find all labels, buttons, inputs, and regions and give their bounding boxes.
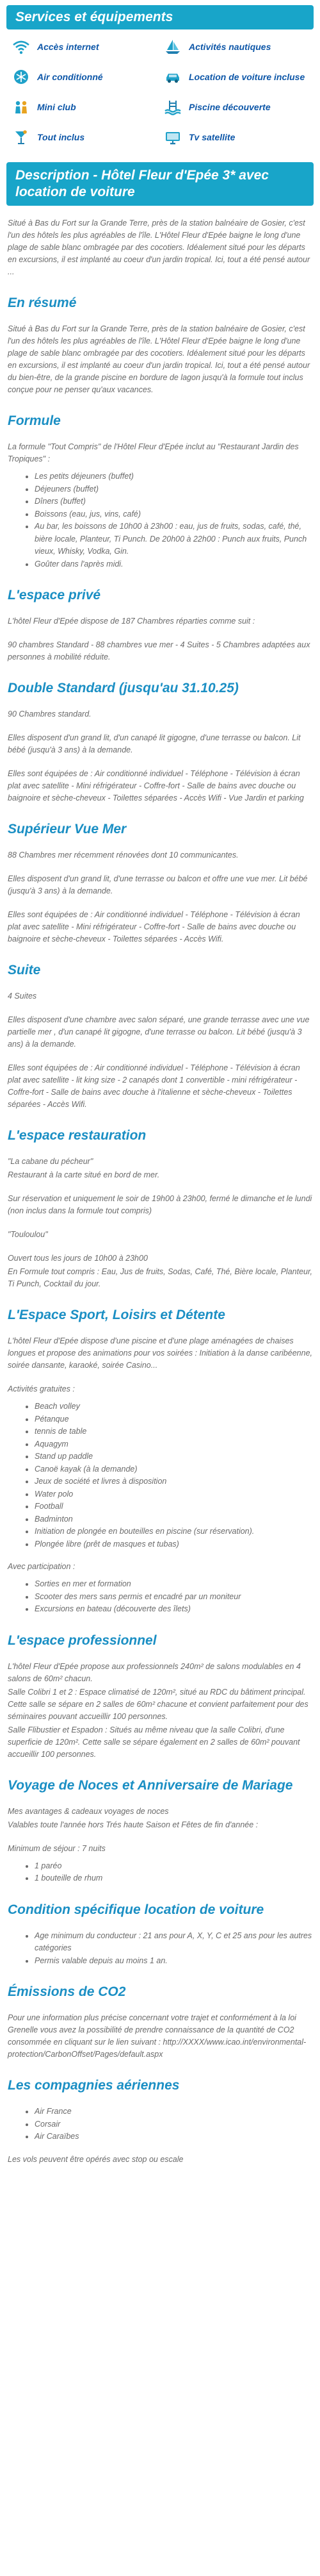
suite-text-1: 4 Suites (8, 992, 37, 1001)
section-title-prive: L'espace privé (8, 588, 101, 602)
suite-text-3: Elles sont équipées de : Air conditionné individuel - Téléphone - Télévision à écran plat avec satellite - lit king size - 2 canapés dont 1 convertible - mini réfrigérateur - Coffre-fort - Salle de bains avec douche à l'italienne et sèche-cheveux - Toilettes séparées - Accès Wifi. (8, 1063, 300, 1109)
condition-list (8, 1930, 312, 1968)
pro-text-3: Salle Flibustier et Espadon : Situés au même niveau que la salle Colibri, d'une superficie de 120m². Cette salle se sépare également en 2 salles de 60m² pouvant accueillir 100 personnes. (8, 1725, 300, 1759)
service-label: Location de voiture incluse (189, 72, 305, 82)
sport-text-2: Activités gratuites : (8, 1384, 75, 1393)
tv-icon (162, 128, 184, 147)
snowflake-icon (10, 67, 32, 87)
airlines-list (8, 2106, 312, 2143)
pro-text-1: L'hôtel Fleur d'Epée propose aux professionnels 240m² de salons modulables en 4 salons de 60m² chacun. (8, 1661, 301, 1683)
standard-text-1: 90 Chambres standard. (8, 710, 92, 719)
list-item: • Badminton (35, 1513, 312, 1526)
list-item: • Plongée libre (prêt de masques et tubas) (35, 1538, 312, 1551)
service-tv (162, 128, 314, 147)
service-nautical (162, 37, 314, 56)
pro-text-2: Salle Colibri 1 et 2 : Espace climatisé de 120m², situé au RDC du bâtiment principal. Cette salle se sépare en 2 salles de 60m² chacune et convient parfaitement pour des séminaires pouvant accueillir 100 personnes. (8, 1687, 308, 1721)
list-item: • Pétanque (35, 1413, 312, 1426)
vuemer-text-2: Elles disposent d'un grand lit, d'une terrasse ou balcon et offre une vue mer. Lit bébé (jusqu'à 3 ans) à la demande. (8, 874, 308, 895)
section-title-standard: Double Standard (jusqu'au 31.10.25) (8, 681, 239, 695)
car-icon (162, 67, 184, 87)
suite-text-2: Elles disposent d'une chambre avec salon séparé, une grande terrasse avec une vue partielle mer , d'un canapé lit gigogne, d'une terrasse ou balcon. Lit bébé (jusqu'à 3 ans) à la demande. (8, 1015, 310, 1049)
list-item: • Sorties en mer et formation (35, 1578, 312, 1591)
sailboat-icon (162, 37, 184, 56)
description-content (6, 206, 314, 2166)
standard-text-3: Elles sont équipées de : Air conditionné individuel - Téléphone - Télévision à écran plat avec satellite - Mini réfrigérateur - Coffre-fort - Salle de bains avec douche ou baignoire et sèche-cheveux - Toilettes séparées - Accès Wifi - Vue Jardin et parking (8, 769, 304, 802)
section-title-co2: Émissions de CO2 (8, 1984, 126, 1999)
service-ac (10, 67, 162, 87)
section-title-suite: Suite (8, 963, 41, 977)
section-title-sport: L'Espace Sport, Loisirs et Détente (8, 1308, 225, 1322)
list-item: • Déjeuners (buffet) (35, 483, 312, 496)
sport-text-1: L'hôtel Fleur d'Epée dispose d'une piscine et d'une plage aménagées de chaises longues et propose des animations pour vos soirées : Initiation à la danse caribéenne, soirée dansante, karaoké, soirée Casino... (8, 1336, 312, 1370)
service-label: Tout inclus (37, 132, 85, 142)
section-title-restauration: L'espace restauration (8, 1128, 147, 1143)
list-item: • Air France (35, 2106, 312, 2118)
cocktail-icon (10, 128, 32, 147)
section-title-noces: Voyage de Noces et Anniversaire de Mariage (8, 1777, 293, 1793)
list-item: • Age minimum du conducteur : 21 ans pour A, X, Y, C et 25 ans pour les autres catégories (35, 1930, 312, 1955)
co2-text: Pour une information plus précise concernant votre trajet et conformément à la loi Grenelle vous avez la possibilité de prendre connaissance de la quantité de CO2 consommée en cliquant sur le lien suivant : http://XXXX/www.icao.int/environmental-protection/CarbonOffset/Pages/default.aspx (8, 2013, 307, 2059)
service-car (162, 67, 314, 87)
service-allinclusive (10, 128, 162, 147)
list-item: • Goûter dans l'après midi. (35, 558, 312, 571)
service-label: Activités nautiques (189, 42, 271, 52)
service-label: Tv satellite (189, 132, 236, 142)
list-item: • Jeux de société et livres à disposition (35, 1475, 312, 1488)
section-title-vuemer: Supérieur Vue Mer (8, 822, 127, 836)
list-item: • Permis valable depuis au moins 1 an. (35, 1955, 312, 1968)
list-item: • Les petits déjeuners (buffet) (35, 470, 312, 483)
standard-text-2: Elles disposent d'un grand lit, d'un canapé lit gigogne, d'une terrasse ou balcon. Lit bébé (jusqu'à 3 ans) à la demande. (8, 733, 301, 754)
pool-icon (162, 97, 184, 117)
list-item: • Football (35, 1500, 312, 1513)
services-grid (6, 37, 314, 147)
restauration-name-2: "Touloulou" (8, 1230, 48, 1239)
service-internet (10, 37, 162, 56)
noces-text-2: Valables toute l'année hors Trés haute Saison et Fêtes de fin d'année : (8, 1820, 259, 1829)
services-heading: Services et équipements (6, 5, 314, 29)
list-item: • Au bar, les boissons de 10h00 à 23h00 : eau, jus de fruits, sodas, café, thé, bière locale, Planteur, Ti Punch. De 20h00 à 22h00 : Punch aux fruits, Punch vieux, Whisky, Vodka, Gin. (35, 520, 312, 558)
service-label: Mini club (37, 102, 76, 112)
list-item: • Dîners (buffet) (35, 495, 312, 508)
service-miniclub (10, 97, 162, 117)
vuemer-text-3: Elles sont équipées de : Air conditionné individuel - Téléphone - Télévision à écran plat avec satellite - Mini réfrigérateur - Coffre-fort - Salle de bains avec douche ou baignoire et sèche-cheveux - Toilettes séparées - Accès Wifi. (8, 910, 300, 943)
formule-list (8, 470, 312, 570)
restauration-name-1: "La cabane du pécheur" (8, 1157, 93, 1166)
list-item: • Canoë kayak (à la demande) (35, 1463, 312, 1476)
noces-text-1: Mes avantages & cadeaux voyages de noces (8, 1806, 169, 1816)
resume-text: Situé à Bas du Fort sur la Grande Terre, près de la station balnéaire de Gosier, c'est l'un des hôtels les plus agréables de l'île. L'Hôtel Fleur d'Epée baigne le long d'une plage de sable blanc ombragée par des cocotiers. Idéalement situé pour les départs en excursions, il est implanté au coeur d'un jardin tropical. Ici, tout a été pensé autour du bien-être, de la grande piscine en bordure de lagon jusqu'à la formule tout inclus conçue pour ne penser qu'aux vacances. (8, 324, 310, 394)
restauration-hours: Ouvert tous les jours de 10h00 à 23h00 (8, 1254, 148, 1263)
list-item: • Initiation de plongée en bouteilles en piscine (sur réservation). (35, 1525, 312, 1538)
service-label: Air conditionné (37, 72, 103, 82)
sport-list-paid (8, 1578, 312, 1616)
airlines-text: Les vols peuvent être opérés avec stop ou escale (8, 2154, 184, 2164)
list-item: • Beach volley (35, 1400, 312, 1413)
noces-min-stay: Minimum de séjour : 7 nuits (8, 1843, 106, 1853)
list-item: • 1 bouteille de rhum (35, 1872, 312, 1885)
section-title-condition: Condition spécifique location de voiture (8, 1902, 264, 1917)
section-title-pro: L'espace professionnel (8, 1633, 157, 1648)
service-pool (162, 97, 314, 117)
list-item: • Stand up paddle (35, 1450, 312, 1463)
restauration-formula: En Formule tout compris : Eau, Jus de fruits, Sodas, Café, Thé, Bière locale, Planteur, Ti Punch, Cocktail du jour. (8, 1267, 312, 1288)
vuemer-text-1: 88 Chambres mer récemment rénovées dont 10 communicantes. (8, 851, 239, 860)
restauration-text-2: Sur réservation et uniquement le soir de 19h00 à 23h00, fermé le dimanche et le lundi (non inclus dans la formule tout compris) (8, 1194, 312, 1215)
wifi-icon (10, 37, 32, 56)
prive-text-2: 90 chambres Standard - 88 chambres vue mer - 4 Suites - 5 Chambres adaptées aux personnes à mobilité réduite. (8, 640, 310, 661)
sport-text-3: Avec participation : (8, 1562, 76, 1571)
list-item: • Water polo (35, 1488, 312, 1501)
section-title-formule: Formule (8, 413, 61, 428)
list-item: • Corsair (35, 2118, 312, 2131)
formule-text: La formule "Tout Compris" de l'Hôtel Fleur d'Epée inclut au "Restaurant Jardin des Tropiques" : (8, 442, 299, 463)
list-item: • 1 paréo (35, 1860, 312, 1873)
noces-list (8, 1860, 312, 1885)
list-item: • Excursions en bateau (découverte des îlets) (35, 1603, 312, 1616)
list-item: • Scooter des mers sans permis et encadré par un moniteur (35, 1591, 312, 1604)
section-title-airlines: Les compagnies aériennes (8, 2078, 180, 2093)
list-item: • Aquagym (35, 1438, 312, 1451)
service-label: Accès internet (37, 42, 99, 52)
service-label: Piscine découverte (189, 102, 271, 112)
list-item: • Boissons (eau, jus, vins, café) (35, 508, 312, 521)
list-item: • tennis de table (35, 1425, 312, 1438)
section-title-resume: En résumé (8, 295, 77, 310)
intro-text: Situé à Bas du Fort sur la Grande Terre, près de la station balnéaire de Gosier, c'est l'un des hôtels les plus agréables de l'île. L'Hôtel Fleur d'Epée baigne le long d'une plage de sable blanc ombragée par des cocotiers. Idéalement situé pour les départs en excursions, il est implanté au coeur d'un jardin tropical. Ici, tout a été pensé autour ... (8, 219, 310, 276)
list-item: • Air Caraïbes (35, 2131, 312, 2143)
description-heading: Description - Hôtel Fleur d'Epée 3* avec location de voiture (6, 162, 314, 206)
restauration-desc-1: Restaurant à la carte situé en bord de mer. (8, 1170, 160, 1179)
sport-list (8, 1400, 312, 1550)
prive-text: L'hôtel Fleur d'Epée dispose de 187 Chambres réparties comme suit : (8, 617, 255, 626)
kids-icon (10, 97, 32, 117)
